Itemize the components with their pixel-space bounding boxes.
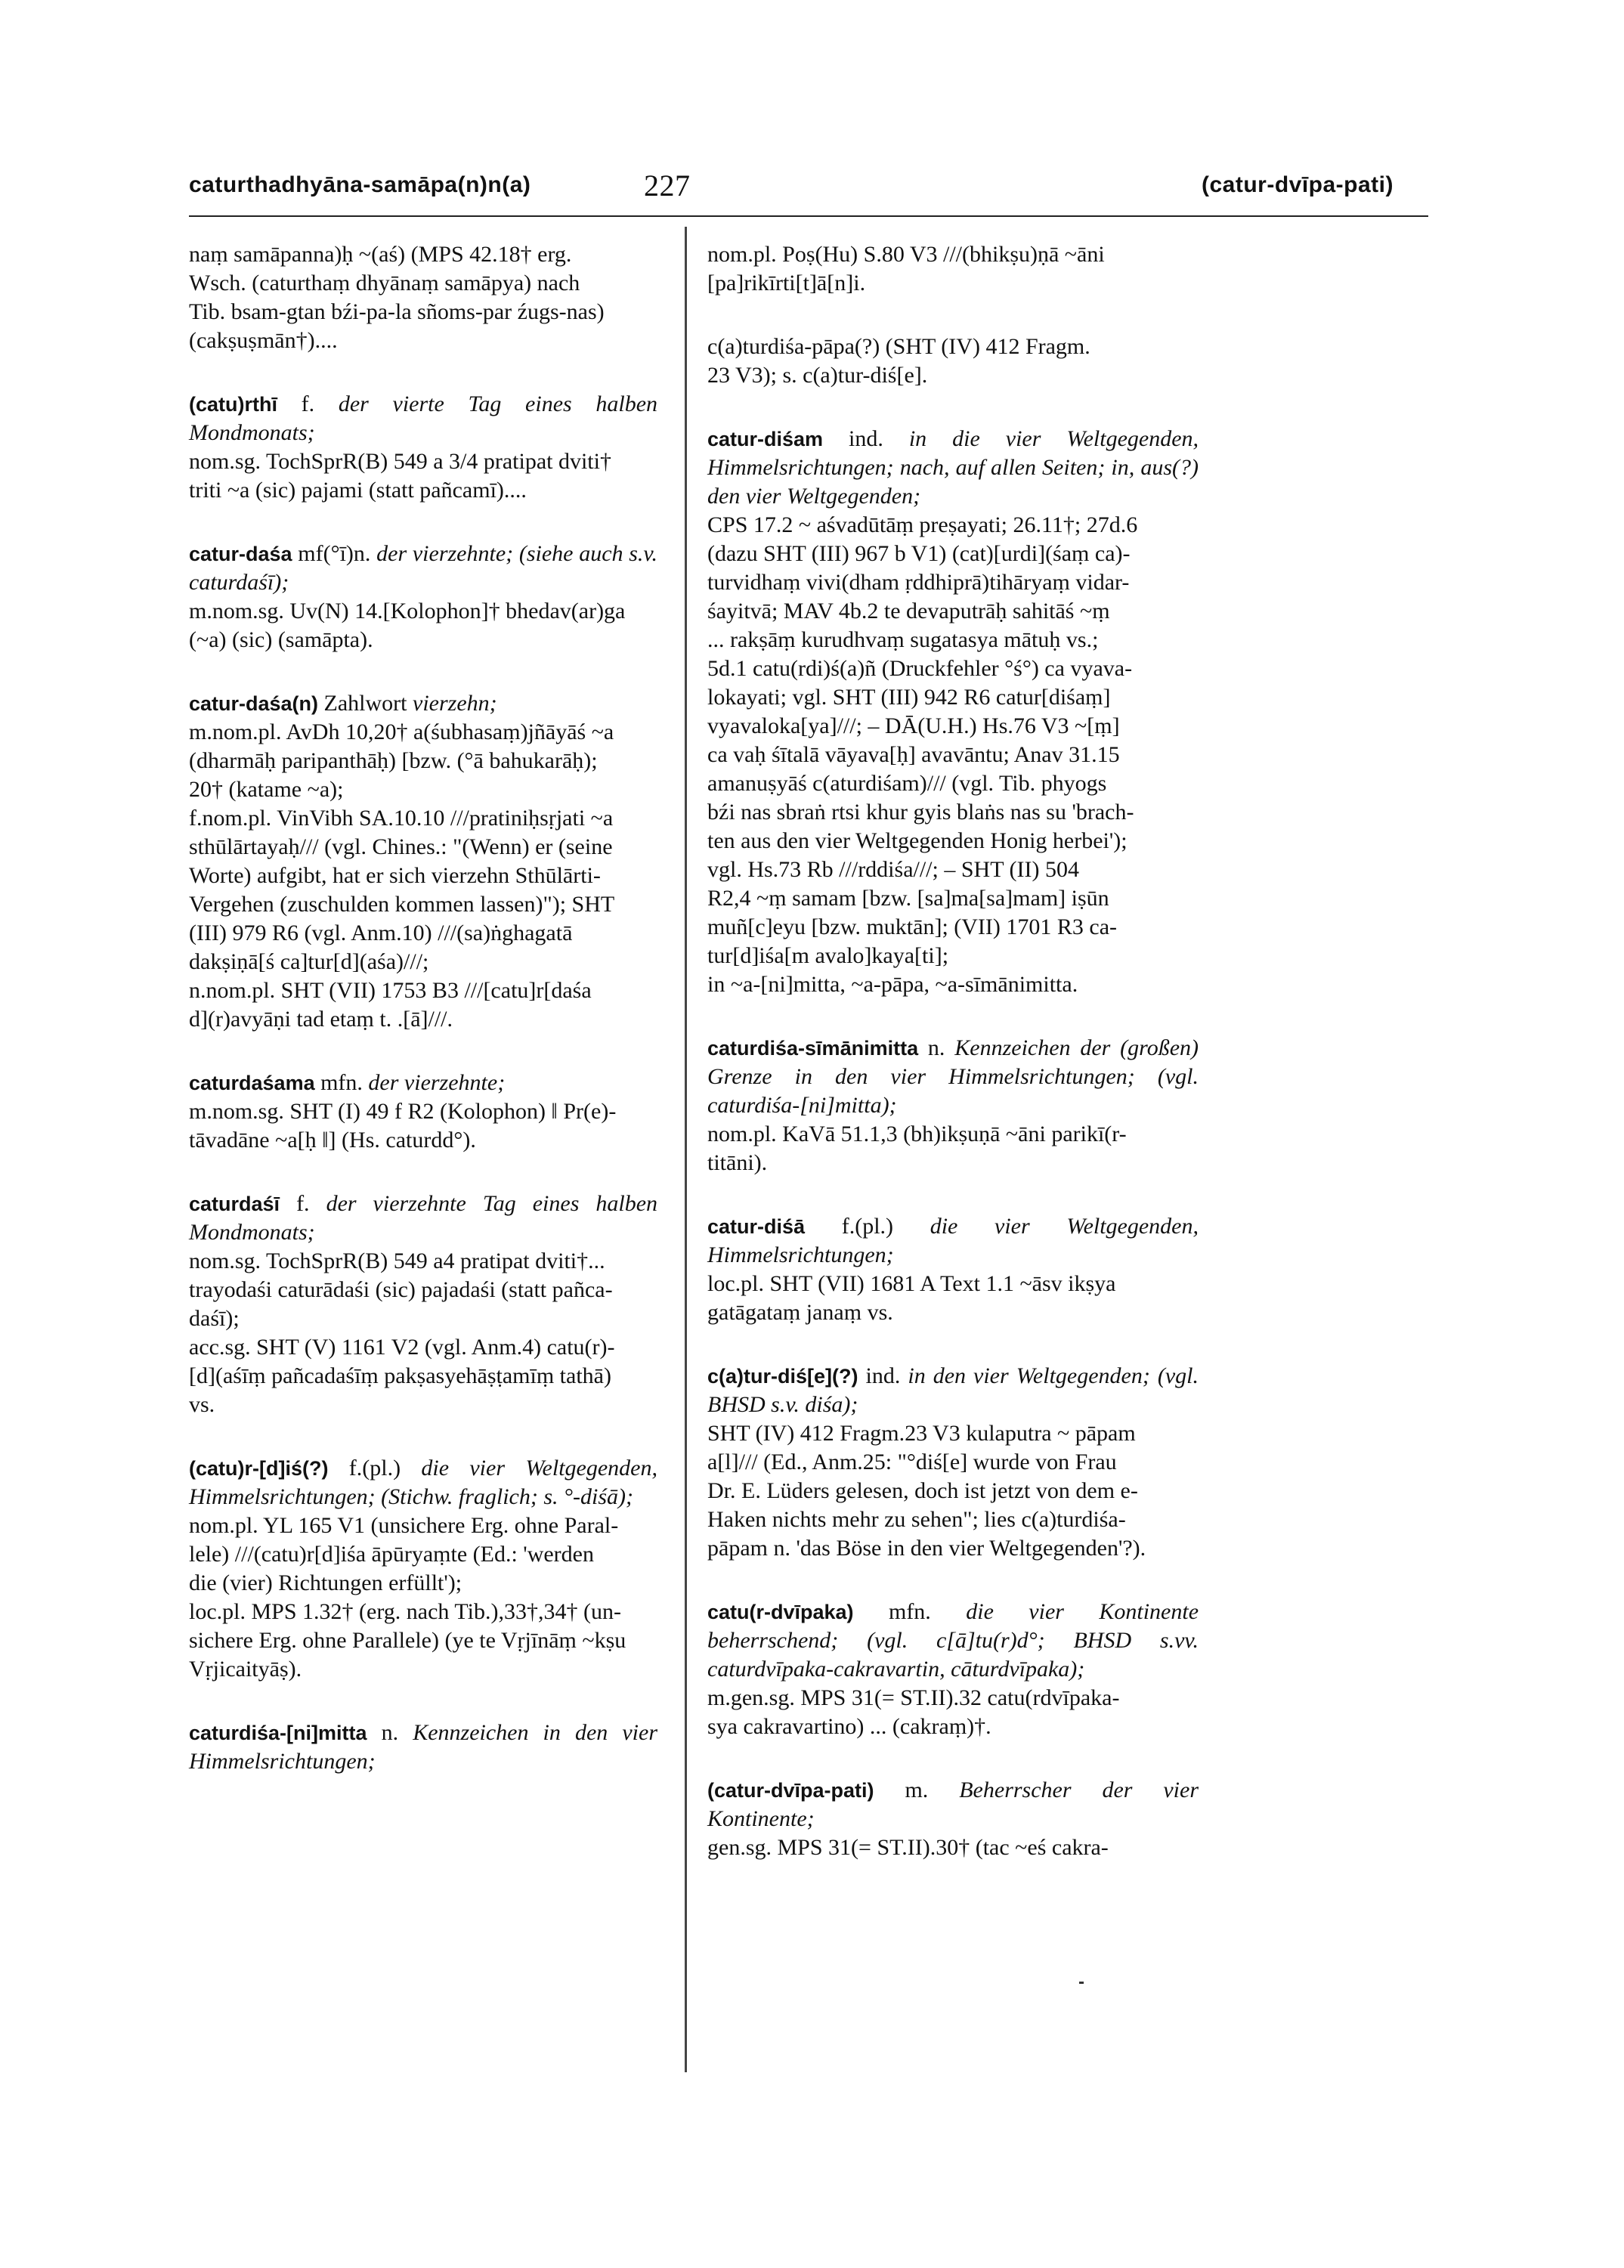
grammar-label: n.: [927, 1035, 945, 1060]
headword: c(a)tur-diś[e](?): [707, 1365, 858, 1388]
entry-line: Worte) aufgibt, hat er sich vierzehn Sthūlārti-: [189, 863, 601, 888]
entry-line: (dazu SHT (III) 967 b V1) (cat)[urdi](śaṃ ca)-: [707, 541, 1131, 566]
entry-headline: [189, 1190, 657, 1247]
entry-line: Wsch. (caturthaṃ dhyānaṃ samāpya) nach: [189, 271, 580, 295]
entry-line: nom.pl. Poṣ(Hu) S.80 V3 ///(bhikṣu)ṇā ~āni: [707, 242, 1105, 267]
headword: caturdaśama: [189, 1072, 315, 1094]
definition: der vierzehnte Tag eines halben Mondmonats;: [189, 1191, 658, 1245]
entry-line: tāvadāne ~a[ḥ ‖] (Hs. caturdd°).: [189, 1128, 476, 1153]
entry-line: amanuṣyāś c(aturdiśam)/// (vgl. Tib. phyogs: [707, 771, 1107, 796]
entry-line: acc.sg. SHT (V) 1161 V2 (vgl. Anm.4) catu(r)-: [189, 1335, 615, 1360]
entry-line: c(a)turdiśa-pāpa(?) (SHT (IV) 412 Fragm.: [707, 334, 1090, 359]
definition: in die vier Weltgegenden, Himmelsrichtungen; nach, auf allen Seiten; in, aus(?) den vier Weltgegenden;: [707, 426, 1199, 509]
grammar-label: Zahlwort: [323, 691, 407, 716]
headword: (catu)r-[d]iś(?): [189, 1457, 329, 1480]
grammar-label: ind.: [865, 1363, 901, 1388]
grammar-label: f.: [296, 1191, 310, 1216]
dictionary-entry: [189, 240, 657, 355]
entry-line: (cakṣuṣmān†)....: [189, 328, 338, 353]
entry-line: vgl. Hs.73 Rb ///rddiśa///; – SHT (II) 504: [707, 857, 1079, 882]
definition: die vier Weltgegenden, Himmelsrichtungen; (Stichw. fraglich; s. °-diśā);: [189, 1456, 657, 1509]
dictionary-entry: [707, 1212, 1199, 1327]
entry-line: lele) ///(catu)r[d]iśa āpūryaṃte (Ed.: 'werden: [189, 1542, 594, 1567]
entry-line: sthūlārtayaḥ/// (vgl. Chines.: "(Wenn) er (seine: [189, 834, 613, 859]
definition: Kennzeichen der (großen) Grenze in den vier Himmelsrichtungen; (vgl. caturdiśa-[ni]mitta);: [707, 1035, 1199, 1118]
dictionary-entry: [707, 1362, 1199, 1563]
entry-line: ... rakṣāṃ kurudhvaṃ sugatasya mātuḥ vs.;: [707, 627, 1099, 652]
grammar-label: m.: [905, 1778, 929, 1802]
entry-line: lokayati; vgl. SHT (III) 942 R6 catur[diśaṃ]: [707, 685, 1111, 710]
entry-headline: [189, 1069, 657, 1097]
page-number: 227: [644, 169, 691, 203]
dictionary-entry: [707, 1598, 1199, 1741]
entry-line: daśī);: [189, 1306, 240, 1331]
definition: der vierzehnte; (siehe auch s.v. caturdaśī);: [189, 541, 657, 595]
entry-line: gen.sg. MPS 31(= ST.II).30† (tac ~eś cakra-: [707, 1835, 1109, 1860]
entry-line: (dharmāḥ paripanthāḥ) [bzw. (°ā bahukarāḥ);: [189, 748, 598, 773]
headword: catur-daśa(n): [189, 692, 319, 715]
entry-line: gatāgataṃ janaṃ vs.: [707, 1300, 893, 1325]
entry-line: Tib. bsam-gtan bźi-pa-la sñoms-par źugs-nas): [189, 299, 605, 324]
entry-line: SHT (IV) 412 Fragm.23 V3 kulaputra ~ pāpam: [707, 1421, 1136, 1446]
headword: (catur-dvīpa-pati): [707, 1779, 874, 1802]
dictionary-entry: [189, 689, 657, 1034]
headword: catur-daśa: [189, 543, 292, 565]
dictionary-entry: [189, 540, 657, 654]
definition: Beherrscher der vier Kontinente;: [707, 1778, 1199, 1831]
entry-line: sya cakravartino) ... (cakraṃ)†.: [707, 1714, 991, 1739]
entry-line: ten aus den vier Weltgegenden Honig herbei');: [707, 828, 1128, 853]
entry-line: (~a) (sic) (samāpta).: [189, 627, 373, 652]
entry-line: nom.sg. TochSprR(B) 549 a 3/4 pratipat dviti†: [189, 449, 611, 474]
entry-line: loc.pl. MPS 1.32† (erg. nach Tib.),33†,34† (un-: [189, 1599, 621, 1624]
dictionary-entry: [707, 333, 1199, 390]
dictionary-entry: [189, 390, 657, 505]
headword: catu(r-dvīpaka): [707, 1601, 854, 1623]
entry-line: n.nom.pl. SHT (VII) 1753 B3 ///[catu]r[daśa: [189, 978, 592, 1003]
entry-line: nom.pl. KaVā 51.1,3 (bh)ikṣuṇā ~āni parikī(r-: [707, 1122, 1127, 1146]
column-divider: [685, 227, 687, 2072]
definition: die vier Weltgegenden, Himmelsrichtungen;: [707, 1214, 1199, 1267]
entry-line: m.nom.sg. Uv(N) 14.[Kolophon]† bhedav(ar)ga: [189, 599, 626, 623]
entry-line: ca vaḥ śītalā vāyava[ḥ] avavāntu; Anav 31.15: [707, 742, 1120, 767]
entry-headline: [189, 1454, 657, 1511]
grammar-label: mfn.: [888, 1599, 931, 1624]
dictionary-entry: [189, 1069, 657, 1155]
grammar-label: f.(pl.): [841, 1214, 894, 1239]
entry-headline: [707, 1362, 1199, 1419]
entry-headline: [707, 425, 1199, 511]
headword: catur-diśā: [707, 1215, 806, 1238]
entry-line: in ~a-[ni]mitta, ~a-pāpa, ~a-sīmānimitta.: [707, 972, 1078, 997]
definition: vierzehn;: [413, 691, 497, 716]
headword: (catu)rthī: [189, 393, 277, 416]
definition: der vierte Tag eines halben Mondmonats;: [189, 391, 658, 445]
entry-line: pāpam n. 'das Böse in den vier Weltgegenden'?).: [707, 1536, 1146, 1561]
entry-line: naṃ samāpanna)ḥ ~(aś) (MPS 42.18† erg.: [189, 242, 572, 267]
entry-line: turvidhaṃ vivi(dham ṛddhiprā)tihāryaṃ vidar-: [707, 570, 1130, 595]
entry-line: nom.pl. YL 165 V1 (unsichere Erg. ohne Paral-: [189, 1513, 619, 1538]
entry-line: m.nom.sg. SHT (I) 49 f R2 (Kolophon) ‖ Pr(e)-: [189, 1099, 617, 1124]
entry-line: muñ[c]eyu [bzw. muktān]; (VII) 1701 R3 ca-: [707, 914, 1118, 939]
entry-line: sichere Erg. ohne Parallele) (ye te Vṛjīnāṃ ~kṣu: [189, 1628, 626, 1653]
entry-line: vs.: [189, 1392, 215, 1417]
entry-line: [d](aśīṃ pañcadaśīṃ pakṣasyehāṣṭamīṃ tathā): [189, 1363, 611, 1388]
headword: caturdaśī: [189, 1193, 280, 1215]
grammar-label: ind.: [849, 426, 883, 451]
entry-line: nom.sg. TochSprR(B) 549 a4 pratipat dviti†...: [189, 1248, 605, 1273]
grammar-label: mf(°ī)n.: [298, 541, 371, 566]
dictionary-entry: [707, 425, 1199, 999]
entry-line: vyavaloka[ya]///; – DĀ(U.H.) Hs.76 V3 ~[ṃ]: [707, 713, 1120, 738]
entry-line: śayitvā; MAV 4b.2 te devaputrāḥ sahitāś ~ṃ: [707, 599, 1110, 623]
entry-line: 23 V3); s. c(a)tur-diś[e].: [707, 363, 928, 388]
grammar-label: n.: [381, 1720, 399, 1745]
entry-line: loc.pl. SHT (VII) 1681 A Text 1.1 ~āsv ikṣya: [707, 1271, 1116, 1296]
entry-line: a[l]/// (Ed., Anm.25: "°diś[e] wurde von Frau: [707, 1450, 1117, 1474]
entry-headline: [707, 1212, 1199, 1270]
entry-headline: [189, 1719, 657, 1776]
dictionary-entry: [707, 1034, 1199, 1177]
grammar-label: f.(pl.): [348, 1456, 401, 1481]
entry-line: (III) 979 R6 (vgl. Anm.10) ///(sa)ṅghagatā: [189, 921, 573, 945]
left-column: [189, 240, 657, 1811]
entry-headline: [189, 689, 657, 718]
entry-line: 20† (katame ~a);: [189, 777, 344, 802]
entry-line: trayodaśi caturādaśi (sic) pajadaśi (statt pañca-: [189, 1277, 613, 1302]
entry-line: m.gen.sg. MPS 31(= ST.II).32 catu(rdvīpaka-: [707, 1685, 1120, 1710]
entry-line: die (vier) Richtungen erfüllt');: [189, 1570, 462, 1595]
entry-line: titāni).: [707, 1150, 768, 1175]
stray-mark: [1079, 1982, 1084, 1984]
headword: catur-diśam: [707, 428, 824, 450]
dictionary-entry: [189, 1454, 657, 1684]
entry-line: 5d.1 catu(rdi)ś(a)ñ (Druckfehler °ś°) ca vyava-: [707, 656, 1133, 681]
dictionary-entry: [707, 1776, 1199, 1862]
entry-line: d](r)avyāṇi tad etaṃ t. .[ā]///.: [189, 1007, 453, 1032]
entry-line: triti ~a (sic) pajami (statt pañcamī)....: [189, 478, 527, 503]
header-rule: [189, 215, 1428, 217]
entry-line: tur[d]iśa[m avalo]kaya[ti];: [707, 943, 949, 968]
grammar-label: f.: [301, 391, 315, 416]
entry-line: Vṛjicaityāṣ).: [189, 1657, 302, 1682]
headword: caturdiśa-sīmānimitta: [707, 1037, 919, 1060]
entry-headline: [707, 1776, 1199, 1833]
definition: Kennzeichen in den vier Himmelsrichtungen;: [189, 1720, 657, 1774]
entry-headline: [189, 390, 657, 447]
definition: der vierzehnte;: [368, 1070, 506, 1095]
entry-line: Dr. E. Lüders gelesen, doch ist jetzt von dem e-: [707, 1478, 1138, 1503]
headword: caturdiśa-[ni]mitta: [189, 1722, 367, 1744]
entry-line: [pa]rikīrti[t]ā[n]i.: [707, 271, 866, 295]
entry-line: Haken nichts mehr zu sehen"; lies c(a)turdiśa-: [707, 1507, 1126, 1532]
entry-line: CPS 17.2 ~ aśvadūtāṃ preṣayati; 26.11†; 27d.6: [707, 512, 1138, 537]
grammar-label: mfn.: [320, 1070, 363, 1095]
dictionary-entry: [707, 240, 1199, 298]
entry-headline: [189, 540, 657, 597]
definition: in den vier Weltgegenden; (vgl. BHSD s.v. diśa);: [707, 1363, 1199, 1417]
running-head-left: caturthadhyāna-samāpa(n)n(a): [189, 172, 531, 197]
right-column: [707, 240, 1199, 1897]
entry-headline: [707, 1034, 1199, 1120]
entry-line: bźi nas sbraṅ rtsi khur gyis blaṅs nas su 'brach-: [707, 800, 1134, 825]
dictionary-entry: [189, 1719, 657, 1776]
entry-headline: [707, 1598, 1199, 1684]
entry-line: f.nom.pl. VinVibh SA.10.10 ///pratiniḥsṛjati ~a: [189, 806, 614, 831]
entry-line: R2,4 ~ṃ samam [bzw. [sa]ma[sa]mam] iṣūn: [707, 886, 1109, 911]
dictionary-entry: [189, 1190, 657, 1419]
entry-line: m.nom.pl. AvDh 10,20† a(śubhasaṃ)jñāyāś ~a: [189, 719, 614, 744]
running-head-right: (catur-dvīpa-pati): [1201, 172, 1394, 197]
definition: die vier Kontinente beherrschend; (vgl. c[ā]tu(r)d°; BHSD s.vv. caturdvīpaka-cakravartin, cāturdvīpaka);: [707, 1599, 1199, 1682]
entry-line: Vergehen (zuschulden kommen lassen)"); SHT: [189, 892, 615, 917]
entry-line: dakṣiṇā[ś ca]tur[d](aśa)///;: [189, 949, 429, 974]
